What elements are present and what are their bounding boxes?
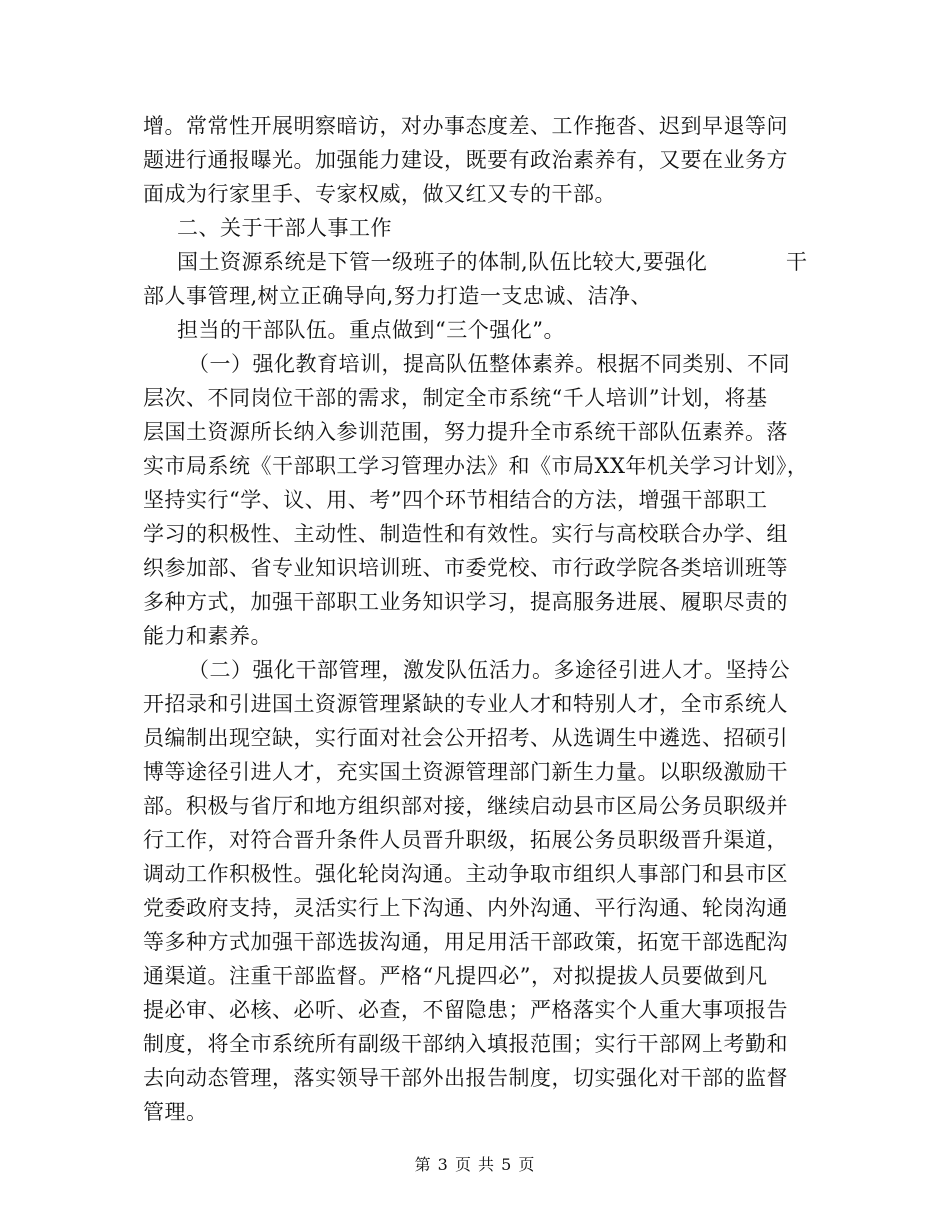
text-line: 等多种方式加强干部选拔沟通，用足用活干部政策，拓宽干部选配沟	[143, 930, 788, 954]
text-line: 调动工作积极性。强化轮岗沟通。主动争取市组织人事部门和县市区	[143, 862, 788, 886]
text-line: 开招录和引进国土资源管理紧缺的专业人才和特别人才，全市系统人	[143, 692, 788, 716]
text-line: 面成为行家里手、专家权威，做又红又专的干部。	[143, 182, 616, 206]
page-number-footer: 第 3 页 共 5 页	[414, 1155, 536, 1174]
text-fragment: 干	[786, 250, 807, 274]
text-line: 增。常常性开展明察暗访，对办事态度差、工作拖沓、迟到早退等问	[143, 114, 788, 138]
text-line: 层国土资源所长纳入参训范围，努力提升全市系统干部队伍素养。落	[143, 420, 788, 444]
text-line: 员编制出现空缺，实行面对社会公开招考、从选调生中遴选、招硕引	[143, 726, 788, 750]
text-line: 部人事管理,树立正确导向,努力打造一支忠诚、洁净、	[143, 284, 652, 308]
text-line: 行工作，对符合晋升条件人员晋升职级，拓展公务员职级晋升渠道，	[143, 828, 788, 852]
text-line: 国土资源系统是下管一级班子的体制,队伍比较大,要强化	[177, 250, 708, 274]
text-line: 坚持实行“学、议、用、考”四个环节相结合的方法，增强干部职工	[143, 488, 768, 512]
section-heading: 二、关于干部人事工作	[177, 216, 392, 240]
text-line: 管理。	[143, 1100, 208, 1124]
text-line: 层次、不同岗位干部的需求，制定全市系统“千人培训”计划，将基	[143, 386, 768, 410]
text-line: 党委政府支持，灵活实行上下沟通、内外沟通、平行沟通、轮岗沟通	[143, 896, 788, 920]
text-line: 题进行通报曝光。加强能力建设，既要有政治素养有，又要在业务方	[143, 148, 788, 172]
text-line: 制度，将全市系统所有副级干部纳入填报范围；实行干部网上考勤和	[143, 1032, 788, 1056]
text-line: 学习的积极性、主动性、制造性和有效性。实行与高校联合办学、组	[143, 522, 788, 546]
text-line: 担当的干部队伍。重点做到“三个强化”。	[177, 318, 565, 342]
text-line: 提必审、必核、必听、必查，不留隐患；严格落实个人重大事项报告	[143, 998, 788, 1022]
paragraph-heading: （一）强化教育培训，提高队伍整体素养。根据不同类别、不同	[188, 352, 790, 376]
text-line: 去向动态管理，落实领导干部外出报告制度，切实强化对干部的监督	[143, 1066, 788, 1090]
text-line: 能力和素养。	[143, 624, 272, 648]
paragraph-heading: （二）强化干部管理，激发队伍活力。多途径引进人才。坚持公	[188, 658, 790, 682]
text-line: 织参加部、省专业知识培训班、市委党校、市行政学院各类培训班等	[143, 556, 788, 580]
text-line: 实市局系统《干部职工学习管理办法》和《市局XX年机关学习计划》，	[143, 454, 809, 478]
text-line: 部。积极与省厅和地方组织部对接，继续启动县市区局公务员职级并	[143, 794, 788, 818]
text-line: 博等途径引进人才，充实国土资源管理部门新生力量。以职级激励干	[143, 760, 788, 784]
text-line: 多种方式，加强干部职工业务知识学习，提高服务进展、履职尽责的	[143, 590, 788, 614]
text-line: 通渠道。注重干部监督。严格“凡提四必”，对拟提拔人员要做到凡	[143, 964, 768, 988]
